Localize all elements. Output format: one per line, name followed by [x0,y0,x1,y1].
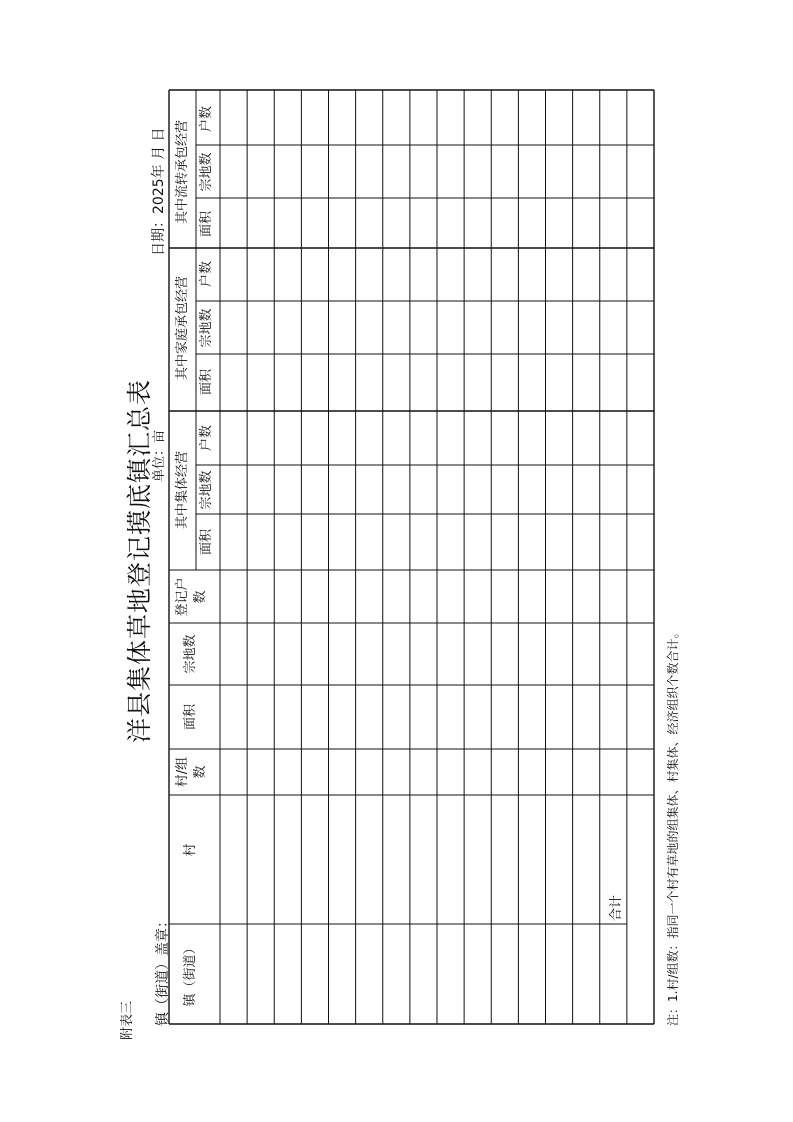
date-label: 日期：2025年 月 日 [151,127,167,256]
header-transfer-parcels: 宗地数 [199,152,214,192]
total-row-label: 合计 [609,894,624,922]
header-transfer-area: 面积 [199,210,214,238]
header-group-count-1: 村/组 [175,756,190,788]
header-family-parcels: 宗地数 [199,308,214,348]
header-transfer-contract: 其中流转承包经营 [175,119,190,225]
header-area: 面积 [183,703,198,731]
header-collective-households: 户数 [199,424,214,452]
unit-label: 单位：亩 [152,429,167,482]
header-family-households: 户数 [199,260,214,288]
header-transfer-households: 户数 [199,105,214,133]
header-group-count-2: 数 [193,765,208,779]
header-households-1: 登记户 [175,577,190,617]
table-header [174,106,214,1007]
header-family-area: 面积 [199,368,214,396]
header-collective-op: 其中集体经营 [175,450,190,530]
header-collective-area: 面积 [199,528,214,556]
header-collective-parcels: 宗地数 [199,470,214,510]
footnote: 注：1.村/组数：指同一个村有草地的组集体、村集体、经济组织个数合计。 [666,626,680,1026]
attachment-label: 附表三 [120,1000,135,1040]
page-title: 洋县集体草地登记摸底镇汇总表 [125,379,154,744]
header-parcel-count: 宗地数 [183,634,198,674]
header-family-contract: 其中家庭承包经营 [175,275,190,381]
table-grid-lines [169,90,654,1024]
header-village: 村 [183,843,198,857]
town-stamp-label: 镇（街道）盖章： [155,914,171,1026]
header-households-2: 数 [193,590,208,604]
header-town: 镇（街道） [183,941,198,1007]
